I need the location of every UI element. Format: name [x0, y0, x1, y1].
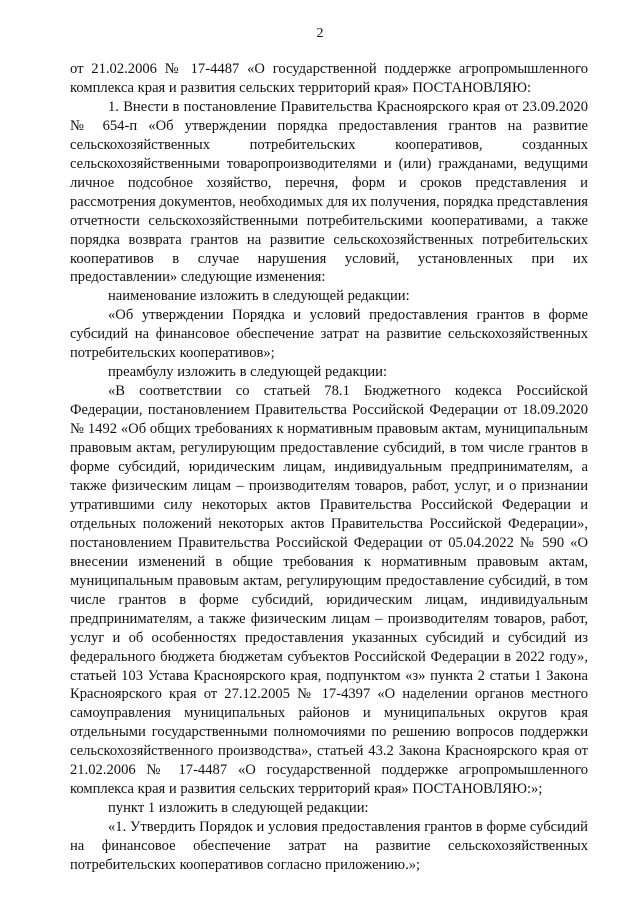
document-body	[70, 60, 588, 875]
paragraph-item-1-amendment: 1. Внести в постановление Правительства Красноярского края от 23.09.2020 № 654-п «Об утверждении порядка предоставления грантов на развитие сельскохозяйственных потребительских кооперативов, созданных сельскохозяйственными товаропроизводителями и (или) гражданами, ведущими личное подсобное хозяйство, перечня, форм и сроков представления и рассмотрения документов, необходимых для их получения, порядка представления отчетности сельскохозяйственными потребительскими кооперативами, а также порядка возврата грантов на развитие сельскохозяйственных потребительских кооперативов в случае нарушения условий, установленных при их предоставлении» следующие изменения:	[70, 98, 588, 286]
paragraph-item-1-change: пункт 1 изложить в следующей редакции:	[108, 800, 369, 817]
paragraph-resolution-basis: от 21.02.2006 № 17-4487 «О государственной поддержке агропромышленного комплекса края и развития сельских территорий края» ПОСТАНОВЛЯЮ:	[70, 61, 588, 96]
paragraph-new-item-1: «1. Утвердить Порядок и условия предоставления грантов в форме субсидий на финансовое обеспечение затрат на развитие сельскохозяйственных потребительских кооперативов согласно приложению.»;	[70, 819, 588, 874]
paragraph-title-change: наименование изложить в следующей редакции:	[108, 288, 410, 305]
page-number: 2	[316, 26, 324, 41]
paragraph-new-preamble: «В соответствии со статьей 78.1 Бюджетного кодекса Российской Федерации, постановлением Правительства Российской Федерации от 18.09.2020 № 1492 «Об общих требованиях к нормативным правовым актам, муниципальным правовым актам, регулирующим предоставление субсидий, в том числе грантов в форме субсидий, юридическим лицам, индивидуальным предпринимателям, а также физическим лицам – производителям товаров, работ, услуг, и о признании утратившими силу некоторых актов Правительства Российской Федерации и отдельных положений некоторых актов Правительства Российской Федерации», постановлением Правительства Российской Федерации от 05.04.2022 № 590 «О внесении изменений в общие требования к нормативным правовым актам, муниципальным правовым актам, регулирующим предоставление субсидий, в том числе грантов в форме субсидий, юридическим лицам, индивидуальным предпринимателям, а также физическим лицам – производителям товаров, работ, услуг и об особенностях предоставления указанных субсидий и субсидий из федерального бюджета бюджетам субъектов Российской Федерации в 2022 году», статьей 103 Устава Красноярского края, подпунктом «з» пункта 2 статьи 1 Закона Красноярского края от 27.12.2005 № 17-4397 «О наделении органов местного самоуправления муниципальных районов и муниципальных округов края отдельными государственными полномочиями по решению вопросов поддержки сельскохозяйственного производства», статьей 43.2 Закона Красноярского края от 21.02.2006 № 17-4487 «О государственной поддержке агропромышленного комплекса края и развития сельских территорий края» ПОСТАНОВЛЯЮ:»;	[70, 383, 588, 798]
paragraph-new-title: «Об утверждении Порядка и условий предоставления грантов в форме субсидий на финансовое обеспечение затрат на развитие сельскохозяйственных потребительских кооперативов»;	[70, 307, 588, 362]
paragraph-preamble-change: преамбулу изложить в следующей редакции:	[108, 364, 388, 381]
